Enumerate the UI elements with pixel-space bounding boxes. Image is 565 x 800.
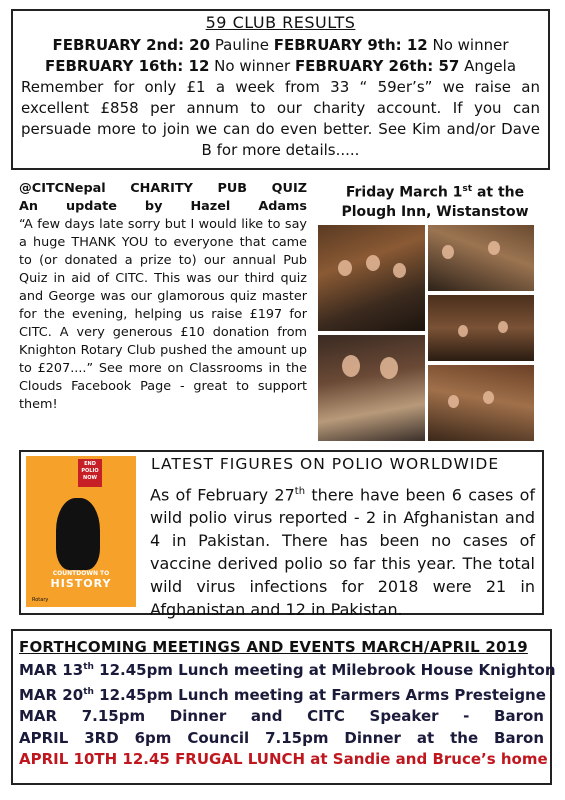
polio-box — [19, 450, 544, 620]
polio-title: LATEST FIGURES ON POLIO WORLDWIDE — [151, 455, 500, 473]
club-results-body: Remember for only £1 a week from 33 “ 59er’s” we raise an excellent £858 per annum to our charity account. If you can persuade more to join we can do even better. See Kim and/or Dave B for more details..... — [21, 78, 540, 159]
club-results-box — [11, 9, 550, 170]
meetings-box — [11, 629, 556, 785]
meeting-row: APRIL 3RD 6pm Council 7.15pm Dinner at the Baron — [19, 728, 544, 747]
quiz-heading: @CITCNepal CHARITY PUB QUIZ — [19, 181, 307, 196]
child-silhouette-icon — [56, 498, 100, 570]
meeting-row: MAR 13th 12.45pm Lunch meeting at Milebrook House Knighton — [19, 661, 556, 679]
meeting-row-highlight: APRIL 10TH 12.45 FRUGAL LUNCH at Sandie and Bruce’s home — [19, 750, 548, 768]
event-caption: Friday March 1st at the Plough Inn, Wistanstow — [341, 184, 529, 220]
photo-pub-table — [318, 225, 425, 331]
meeting-row: MAR 20th 12.45pm Lunch meeting at Farmers Arms Presteigne — [19, 685, 546, 704]
results-line-2: FEBRUARY 16th: 12 No winner FEBRUARY 26th: 57 Angela — [44, 57, 517, 75]
poster-countdown: COUNTDOWN TO — [52, 570, 110, 577]
rotary-logo: Rotary — [32, 597, 49, 603]
polio-body: As of February 27th there have been 6 cases of wild polio virus reported - 2 in Afghanistan and 4 in Pakistan. There has been no cases of vaccine derived polio so far this year. The total wild virus infections for 2018 were 21 in Afghanistan and 12 in Pakistan. — [150, 485, 536, 620]
poster-history: HISTORY — [50, 577, 112, 590]
end-polio-badge: END POLIO NOW — [78, 459, 102, 487]
club-results-title: 59 CLUB RESULTS — [205, 13, 356, 32]
polio-poster — [26, 456, 136, 607]
results-line-1: FEBRUARY 2nd: 20 Pauline FEBRUARY 9th: 12 No winner — [52, 36, 509, 54]
pub-quiz-article — [19, 180, 307, 414]
meetings-title: FORTHCOMING MEETINGS AND EVENTS MARCH/APRIL 2019 — [19, 638, 528, 656]
photo-quiz-teams — [428, 365, 534, 441]
meeting-row: MAR 7.15pm Dinner and CITC Speaker - Baron — [19, 707, 544, 725]
photo-collage — [318, 225, 536, 441]
quiz-subheading: An update by Hazel Adams — [19, 199, 307, 214]
photo-two-men — [318, 335, 425, 441]
quiz-body: “A few days late sorry but I would like to say a huge THANK YOU to everyone that came to (or donated a prize to) our annual Pub Quiz in aid of CITC. This was our third quiz and George was our glamorous quiz master for the evening, helping us raise £197 for CITC. A very generous £10 donation from Knighton Rotary Club pushed the amount up to £207....” See more on Classrooms in the Clouds Facebook Page - great to support them! — [19, 217, 307, 412]
photo-room-tables — [428, 295, 534, 361]
photo-group-dining — [428, 225, 534, 291]
